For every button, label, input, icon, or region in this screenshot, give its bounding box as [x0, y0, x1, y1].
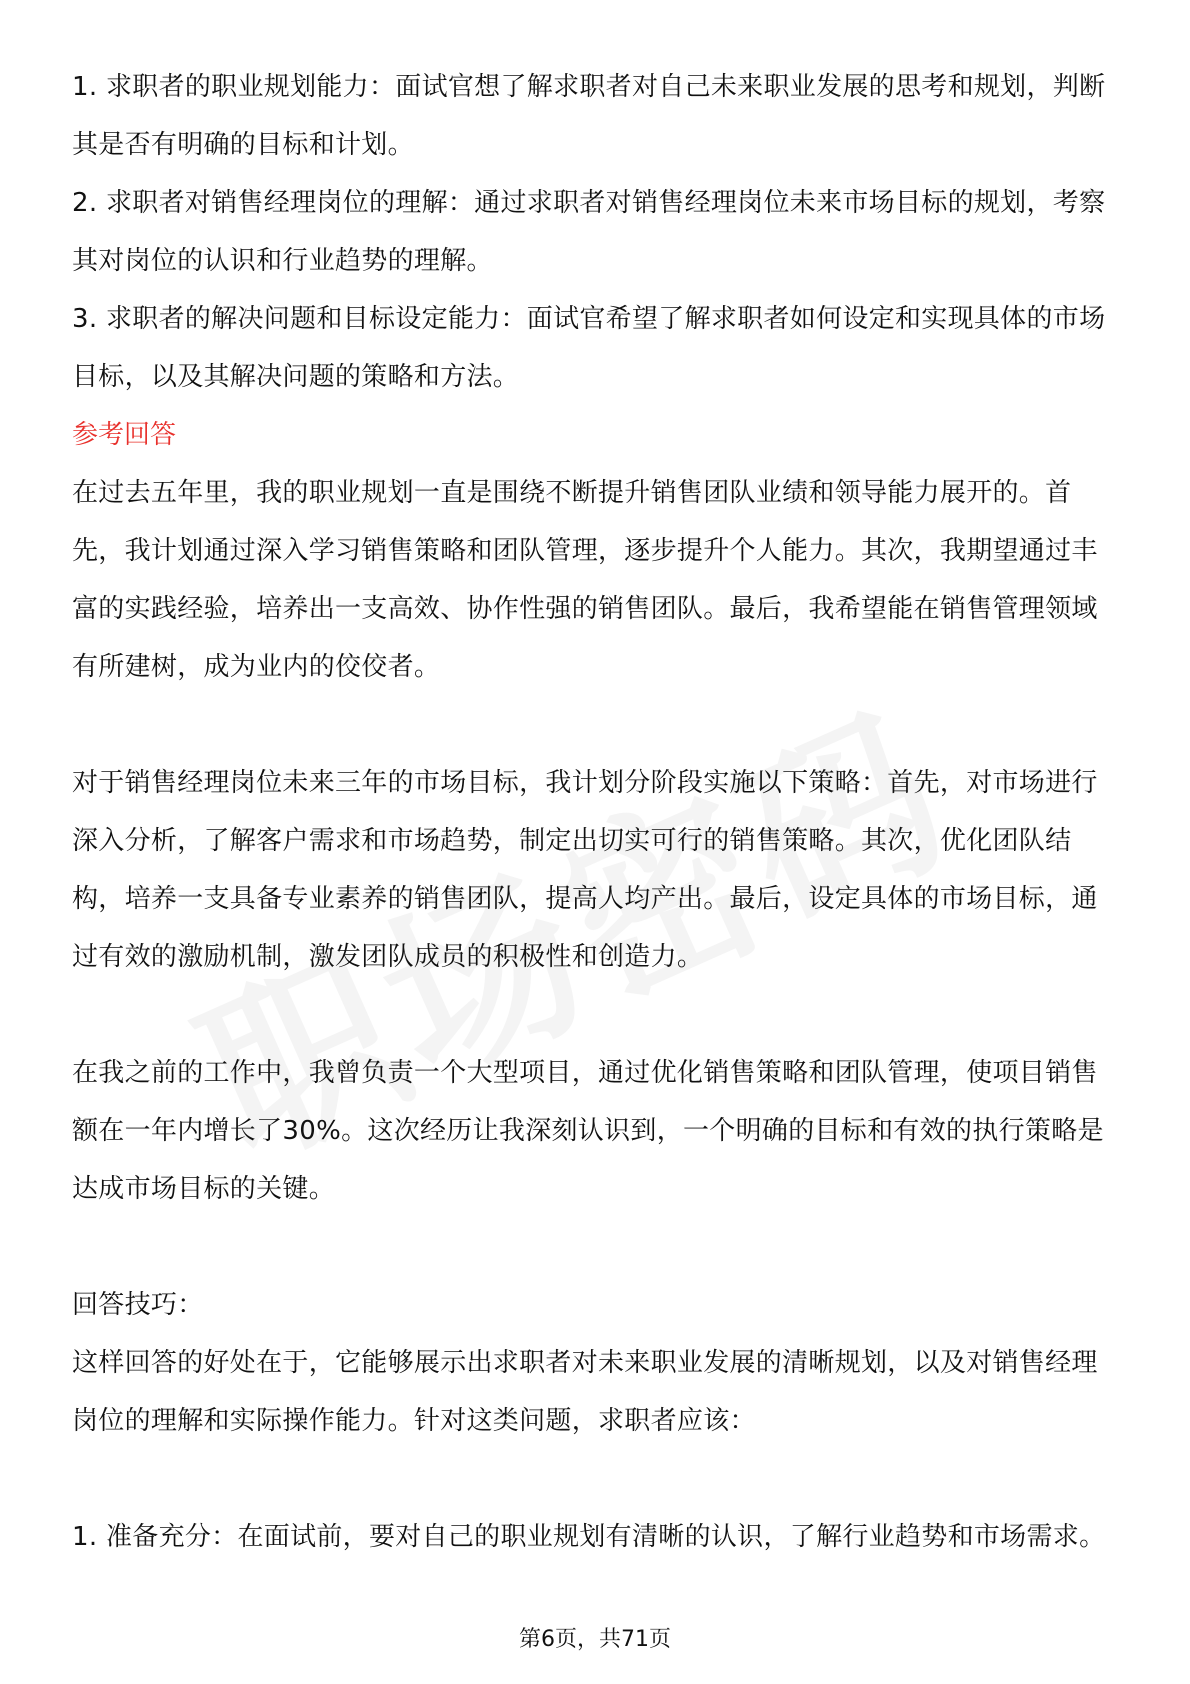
intro-item-1: 1. 求职者的职业规划能力：面试官想了解求职者对自己未来职业发展的思考和规划，判断其是否有明确的目标和计划。: [72, 72, 1106, 160]
intro-item-2: 2. 求职者对销售经理岗位的理解：通过求职者对销售经理岗位未来市场目标的规划，考察其对岗位的认识和行业趋势的理解。: [72, 188, 1106, 276]
answer-paragraph-1: 在过去五年里，我的职业规划一直是围绕不断提升销售团队业绩和领导能力展开的。首先，我计划通过深入学习销售策略和团队管理，逐步提升个人能力。其次，我期望通过丰富的实践经验，培养出一支高效、协作性强的销售团队。最后，我希望能在销售管理领域有所建树，成为业内的佼佼者。: [72, 478, 1098, 682]
tips-heading: 回答技巧：: [72, 1290, 204, 1320]
paragraph-gap: [72, 1450, 1122, 1508]
paragraph-gap: [72, 696, 1122, 754]
tips-item-1: 1. 准备充分：在面试前，要对自己的职业规划有清晰的认识，了解行业趋势和市场需求。: [72, 1522, 1106, 1552]
paragraph-gap: [72, 986, 1122, 1044]
intro-item-3: 3. 求职者的解决问题和目标设定能力：面试官希望了解求职者如何设定和实现具体的市场目标，以及其解决问题的策略和方法。: [72, 304, 1106, 392]
paragraph-gap: [72, 1218, 1122, 1276]
answer-heading: 参考回答: [72, 420, 177, 450]
page-number: 第6页，共71页: [519, 1627, 671, 1652]
tips-paragraph: 这样回答的好处在于，它能够展示出求职者对未来职业发展的清晰规划，以及对销售经理岗位的理解和实际操作能力。针对这类问题，求职者应该：: [72, 1348, 1098, 1436]
answer-paragraph-2: 对于销售经理岗位未来三年的市场目标，我计划分阶段实施以下策略：首先，对市场进行深入分析，了解客户需求和市场趋势，制定出切实可行的销售策略。其次，优化团队结构，培养一支具备专业素养的销售团队，提高人均产出。最后，设定具体的市场目标，通过有效的激励机制，激发团队成员的积极性和创造力。: [72, 768, 1098, 972]
document-body: [72, 58, 1122, 1566]
answer-paragraph-3: 在我之前的工作中，我曾负责一个大型项目，通过优化销售策略和团队管理，使项目销售额在一年内增长了30%。这次经历让我深刻认识到，一个明确的目标和有效的执行策略是达成市场目标的关键。: [72, 1058, 1104, 1204]
